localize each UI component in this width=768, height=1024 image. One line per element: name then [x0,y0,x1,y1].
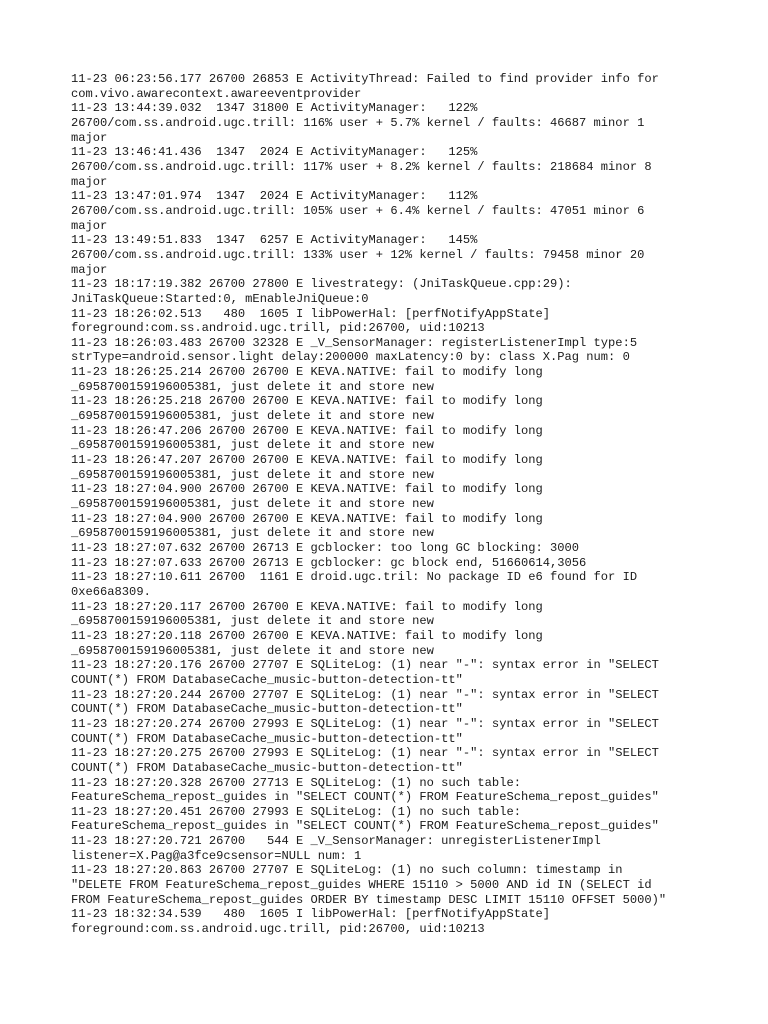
log-line: _6958700159196005381, just delete it and store new [71,643,434,658]
log-line: 11-23 18:26:02.513 480 1605 I libPowerHal: [perfNotifyAppState] [71,306,550,321]
log-line: 11-23 18:26:25.214 26700 26700 E KEVA.NATIVE: fail to modify long [71,365,543,380]
log-line: 11-23 18:27:20.118 26700 26700 E KEVA.NATIVE: fail to modify long [71,628,543,643]
log-line: 11-23 18:27:20.863 26700 27707 E SQLiteLog: (1) no such column: timestamp in [71,863,623,878]
log-line: major [71,262,108,277]
log-line: 11-23 06:23:56.177 26700 26853 E ActivityThread: Failed to find provider info for [71,72,659,86]
log-line: FROM FeatureSchema_repost_guides ORDER BY timestamp DESC LIMIT 15110 OFFSET 5000)" [71,892,667,907]
log-line: 26700/com.ss.android.ugc.trill: 105% user + 6.4% kernel / faults: 47051 minor 6 [71,203,645,218]
log-line: 11-23 18:27:20.244 26700 27707 E SQLiteLog: (1) near "-": syntax error in "SELECT [71,687,659,702]
log-line: major [71,130,108,145]
log-line: 11-23 18:26:03.483 26700 32328 E _V_SensorManager: registerListenerImpl type:5 [71,335,638,350]
log-line: major [71,218,108,233]
log-line: _6958700159196005381, just delete it and store new [71,614,434,629]
log-line: strType=android.sensor.light delay:200000 maxLatency:0 by: class X.Pag num: 0 [71,350,630,365]
log-line: COUNT(*) FROM DatabaseCache_music-button-detection-tt" [71,731,463,746]
log-line: 11-23 18:27:20.275 26700 27993 E SQLiteLog: (1) near "-": syntax error in "SELECT [71,746,659,761]
log-line: 11-23 13:49:51.833 1347 6257 E ActivityManager: 145% [71,233,478,248]
log-line: 11-23 18:27:20.328 26700 27713 E SQLiteLog: (1) no such table: [71,775,521,790]
log-line: foreground:com.ss.android.ugc.trill, pid:26700, uid:10213 [71,922,485,937]
log-line: _6958700159196005381, just delete it and store new [71,438,434,453]
log-line: 11-23 13:44:39.032 1347 31800 E ActivityManager: 122% [71,101,478,116]
log-line: 26700/com.ss.android.ugc.trill: 116% user + 5.7% kernel / faults: 46687 minor 1 [71,115,645,130]
log-line: 11-23 18:27:20.117 26700 26700 E KEVA.NATIVE: fail to modify long [71,599,543,614]
log-text-block [71,72,711,937]
log-line: FeatureSchema_repost_guides in "SELECT COUNT(*) FROM FeatureSchema_repost_guides" [71,790,659,805]
log-line: 26700/com.ss.android.ugc.trill: 117% user + 8.2% kernel / faults: 218684 minor 8 [71,159,652,174]
log-line: 11-23 18:27:20.451 26700 27993 E SQLiteLog: (1) no such table: [71,804,521,819]
log-line: COUNT(*) FROM DatabaseCache_music-button-detection-tt" [71,760,463,775]
log-line: 11-23 18:27:20.721 26700 544 E _V_SensorManager: unregisterListenerImpl [71,834,601,849]
log-line: 11-23 18:26:47.206 26700 26700 E KEVA.NATIVE: fail to modify long [71,423,543,438]
log-line: 11-23 18:27:07.633 26700 26713 E gcblocker: gc block end, 51660614,3056 [71,555,587,570]
log-line: COUNT(*) FROM DatabaseCache_music-button-detection-tt" [71,702,463,717]
log-line: listener=X.Pag@a3fce9csensor=NULL num: 1 [71,848,362,863]
log-line: FeatureSchema_repost_guides in "SELECT COUNT(*) FROM FeatureSchema_repost_guides" [71,819,659,834]
log-line: COUNT(*) FROM DatabaseCache_music-button-detection-tt" [71,672,463,687]
log-line: _6958700159196005381, just delete it and store new [71,379,434,394]
log-line: 11-23 18:32:34.539 480 1605 I libPowerHal: [perfNotifyAppState] [71,907,550,922]
log-line: _6958700159196005381, just delete it and store new [71,409,434,424]
log-line: 11-23 13:47:01.974 1347 2024 E ActivityManager: 112% [71,189,478,204]
log-line: com.vivo.awarecontext.awareeventprovider [71,86,362,101]
log-line: 11-23 18:27:20.274 26700 27993 E SQLiteLog: (1) near "-": syntax error in "SELECT [71,716,659,731]
log-line: 26700/com.ss.android.ugc.trill: 133% user + 12% kernel / faults: 79458 minor 20 [71,247,645,262]
log-line: 11-23 18:26:25.218 26700 26700 E KEVA.NATIVE: fail to modify long [71,394,543,409]
log-line: 11-23 18:27:04.900 26700 26700 E KEVA.NATIVE: fail to modify long [71,511,543,526]
log-line: foreground:com.ss.android.ugc.trill, pid:26700, uid:10213 [71,321,485,336]
log-line: 11-23 18:17:19.382 26700 27800 E livestrategy: (JniTaskQueue.cpp:29): [71,277,572,292]
log-line: 11-23 13:46:41.436 1347 2024 E ActivityManager: 125% [71,145,478,160]
log-line: _6958700159196005381, just delete it and store new [71,497,434,512]
log-line: 11-23 18:27:07.632 26700 26713 E gcblocker: too long GC blocking: 3000 [71,541,580,555]
log-line: "DELETE FROM FeatureSchema_repost_guides WHERE 15110 > 5000 AND id IN (SELECT id [71,878,652,893]
log-line: JniTaskQueue:Started:0, mEnableJniQueue:0 [71,291,369,306]
log-line: _6958700159196005381, just delete it and store new [71,467,434,482]
log-line: 11-23 18:27:20.176 26700 27707 E SQLiteLog: (1) near "-": syntax error in "SELECT [71,658,659,673]
log-line: major [71,174,108,189]
log-line: 0xe66a8309. [71,584,151,599]
log-line: 11-23 18:27:04.900 26700 26700 E KEVA.NATIVE: fail to modify long [71,482,543,497]
log-line: _6958700159196005381, just delete it and store new [71,526,434,541]
log-line: 11-23 18:26:47.207 26700 26700 E KEVA.NATIVE: fail to modify long [71,453,543,468]
log-line: 11-23 18:27:10.611 26700 1161 E droid.ugc.tril: No package ID e6 found for ID [71,570,638,585]
